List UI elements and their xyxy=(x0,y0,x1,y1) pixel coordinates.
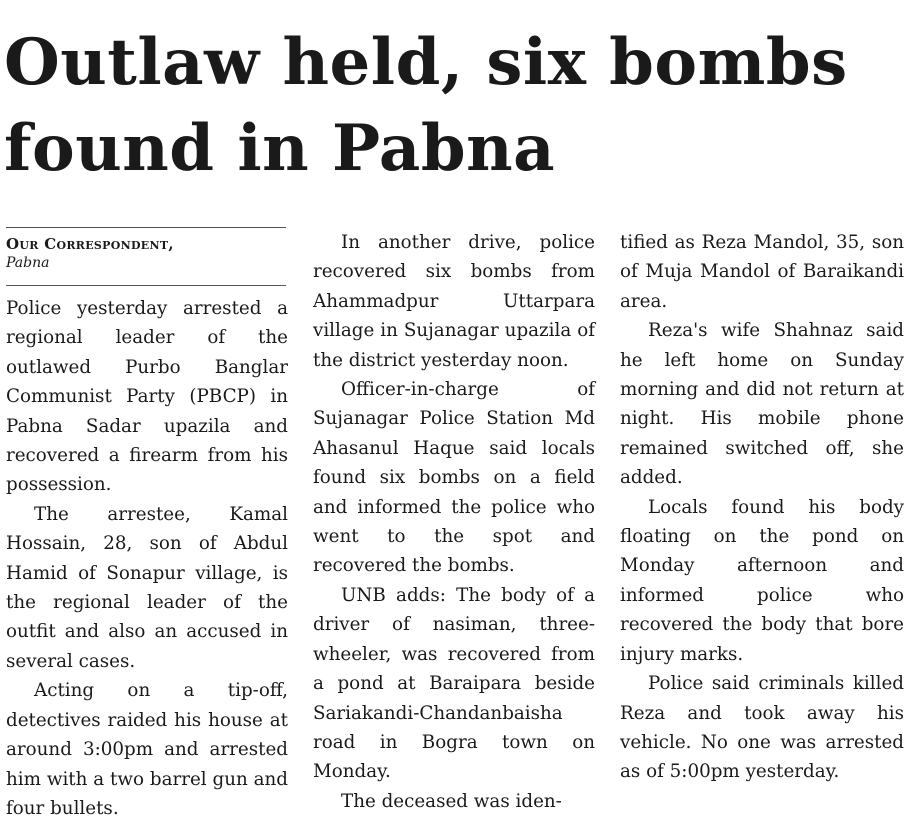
byline-bottom-rule xyxy=(6,285,286,286)
article-column-3 xyxy=(620,228,904,787)
paragraph: Police yesterday arrested a regional leader of the outlawed Purbo Banglar Communist Party (PBCP) in Pabna Sadar upazila and recovered a firearm from his possession. xyxy=(6,298,288,496)
byline-name: Our Correspondent, xyxy=(6,235,174,253)
paragraph: UNB adds: The body of a driver of nasiman, three-wheeler, was recovered from a pond at Baraipara beside Sariakandi-Chandanbaisha road in Bogra town on Monday. xyxy=(313,584,595,783)
paragraph: tified as Reza Mandol, 35, son of Muja Mandol of Baraikandi area. xyxy=(620,232,904,312)
headline: Outlaw held, six bombs found in Pabna xyxy=(4,25,848,186)
paragraph: Acting on a tip-off, detectives raided his house at around 3:00pm and arrested him with a two barrel gun and four bullets. xyxy=(6,680,288,819)
paragraph: The deceased was iden- xyxy=(341,790,562,812)
byline-top-rule xyxy=(6,227,286,228)
paragraph: Reza's wife Shahnaz said he left home on Sunday morning and did not return at night. His mobile phone remained switched off, she added. xyxy=(620,320,904,489)
paragraph: In another drive, police recovered six bombs from Ahammadpur Uttarpara village in Sujanagar upazila of the district yesterday noon. xyxy=(313,232,595,371)
paragraph: Officer-in-charge of Sujanagar Police Station Md Ahasanul Haque said locals found six bombs on a field and informed the police who went to the spot and recovered the bombs. xyxy=(313,379,595,577)
byline xyxy=(6,234,286,272)
paragraph: Police said criminals killed Reza and took away his vehicle. No one was arrested as of 5:00pm yesterday. xyxy=(620,673,904,783)
paragraph: The arrestee, Kamal Hossain, 28, son of Abdul Hamid of Sonapur village, is the regional leader of the outfit and also an accused in several cases. xyxy=(6,503,288,672)
article-column-1 xyxy=(6,294,288,823)
article-column-2 xyxy=(313,228,595,816)
paragraph: Locals found his body floating on the pond on Monday afternoon and informed police who recovered the body that bore injury marks. xyxy=(620,496,904,665)
byline-place: Pabna xyxy=(6,255,50,271)
